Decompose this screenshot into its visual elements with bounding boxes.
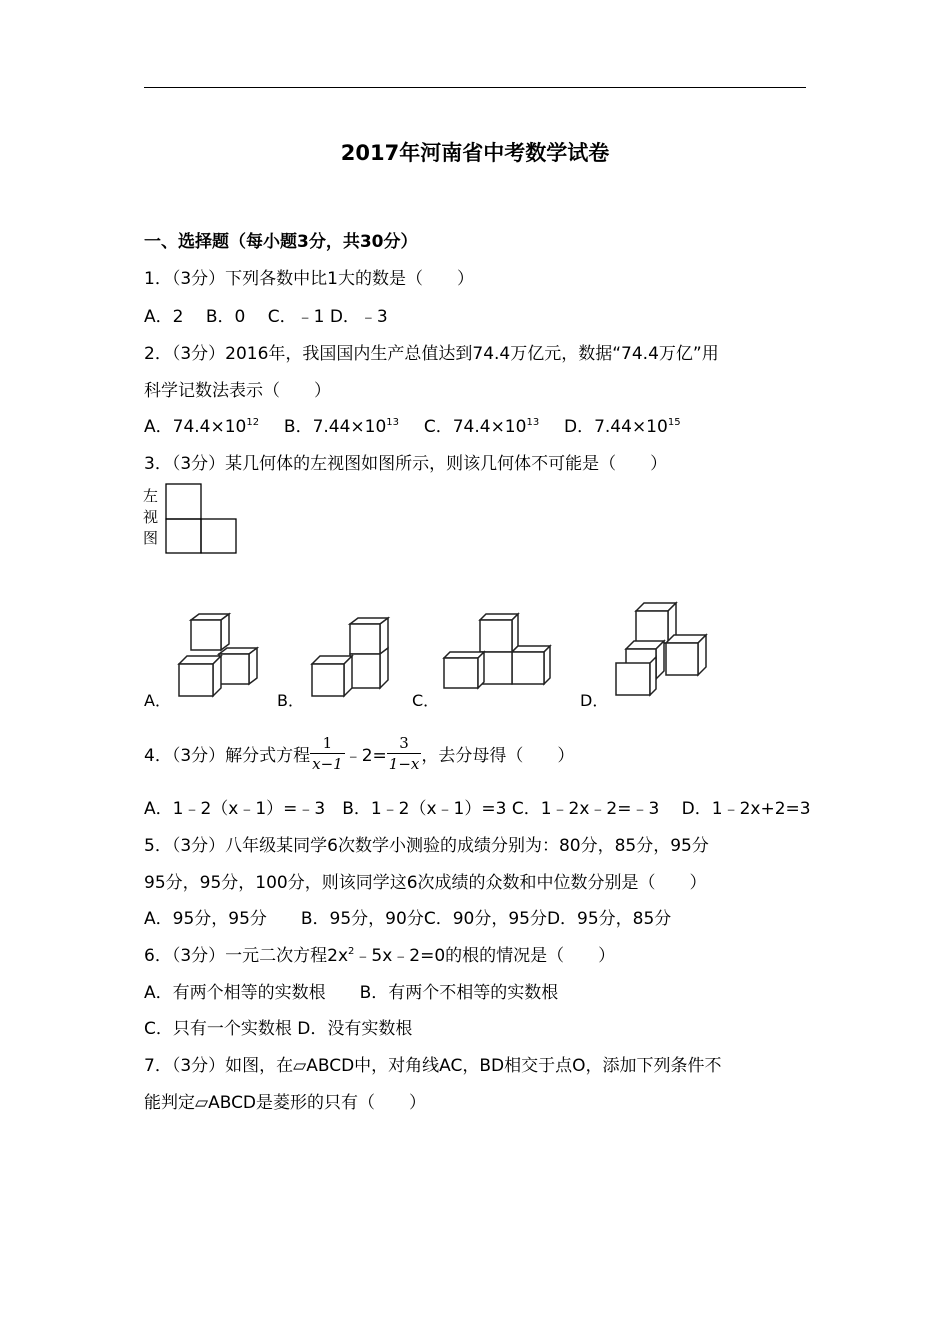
q2-options xyxy=(144,412,681,437)
left-view-char-1: 左 xyxy=(143,487,159,505)
left-view-figure xyxy=(165,483,240,555)
q6-stem-pre: 6．（3分）一元二次方程2x xyxy=(144,946,349,966)
q2-option-a-exp: 12 xyxy=(246,417,260,428)
q4-middle: ﹣2= xyxy=(344,745,387,766)
q4-prefix: 4．（3分）解分式方程 xyxy=(144,745,311,766)
q2-option-c-exp: 13 xyxy=(526,417,540,428)
q7-stem-line2: 能判定▱ABCD是菱形的只有（ ） xyxy=(144,1093,427,1113)
q4-stem xyxy=(144,730,574,776)
q4-fraction-2-den: 1−x xyxy=(388,754,420,773)
q6-options-line1: A．有两个相等的实数根 B．有两个不相等的实数根 xyxy=(144,983,559,1003)
q4-fraction-1-num: 1 xyxy=(310,733,345,754)
q3-option-b-label: B． xyxy=(277,691,304,710)
q3-option-d-cubes xyxy=(612,603,712,698)
q1-options: A．2 B．0 C．﹣1 D．﹣3 xyxy=(144,307,388,327)
q6-stem-exp: 2 xyxy=(348,946,355,957)
q2-option-d: D．7.44×10 xyxy=(564,417,668,437)
q2-option-d-exp: 15 xyxy=(667,417,681,428)
q4-fraction-1 xyxy=(310,733,345,774)
q2-option-a: A．74.4×10 xyxy=(144,417,247,437)
q3-option-d-label: D． xyxy=(580,691,609,710)
q3-option-a-cubes xyxy=(175,614,265,699)
q7-stem-line1: 7．（3分）如图，在▱ABCD中，对角线AC，BD相交于点O，添加下列条件不 xyxy=(144,1056,722,1076)
q2-option-c: C．74.4×10 xyxy=(423,417,527,437)
q3-stem: 3．（3分）某几何体的左视图如图所示，则该几何体不可能是（ ） xyxy=(144,454,668,474)
left-view-char-3: 图 xyxy=(143,529,159,547)
section-heading: 一、选择题（每小题3分，共30分） xyxy=(144,232,418,252)
q3-option-a-label: A． xyxy=(144,691,171,710)
q4-options: A．1﹣2（x﹣1）=﹣3 B．1﹣2（x﹣1）=3 C．1﹣2x﹣2=﹣3 D．1﹣2x+2=3 xyxy=(144,799,811,819)
page-title: 2017年河南省中考数学试卷 xyxy=(340,141,610,165)
q2-stem-line1: 2．（3分）2016年，我国国内生产总值达到74.4万亿元，数据“74.4万亿”用 xyxy=(144,344,719,364)
q2-option-b: B．7.44×10 xyxy=(283,417,387,437)
left-view-label xyxy=(143,486,161,549)
q6-options-line2: C．只有一个实数根 D．没有实数根 xyxy=(144,1019,413,1039)
q2-stem-line2: 科学记数法表示（ ） xyxy=(144,381,331,401)
q2-option-b-exp: 13 xyxy=(386,417,400,428)
q3-option-c-label: C． xyxy=(412,691,440,710)
q4-fraction-2 xyxy=(387,733,422,774)
q3-option-c-cubes xyxy=(440,612,555,692)
left-view-char-2: 视 xyxy=(143,508,159,526)
q4-fraction-2-num: 3 xyxy=(387,733,422,754)
q5-stem-line2: 95分，95分，100分，则该同学这6次成绩的众数和中位数分别是（ ） xyxy=(144,873,707,893)
q4-suffix: ，去分母得（ ） xyxy=(421,745,575,766)
q4-fraction-1-den: x−1 xyxy=(312,754,343,773)
q6-stem xyxy=(144,941,615,966)
q1-stem: 1．（3分）下列各数中比1大的数是（ ） xyxy=(144,269,474,289)
q5-options: A．95分，95分 B．95分，90分C．90分，95分D．95分，85分 xyxy=(144,909,672,929)
q6-stem-post: ﹣5x﹣2=0的根的情况是（ ） xyxy=(354,946,616,966)
q5-stem-line1: 5．（3分）八年级某同学6次数学小测验的成绩分别为：80分，85分，95分 xyxy=(144,836,709,856)
q3-option-b-cubes xyxy=(308,618,393,698)
header-rule xyxy=(144,87,806,88)
